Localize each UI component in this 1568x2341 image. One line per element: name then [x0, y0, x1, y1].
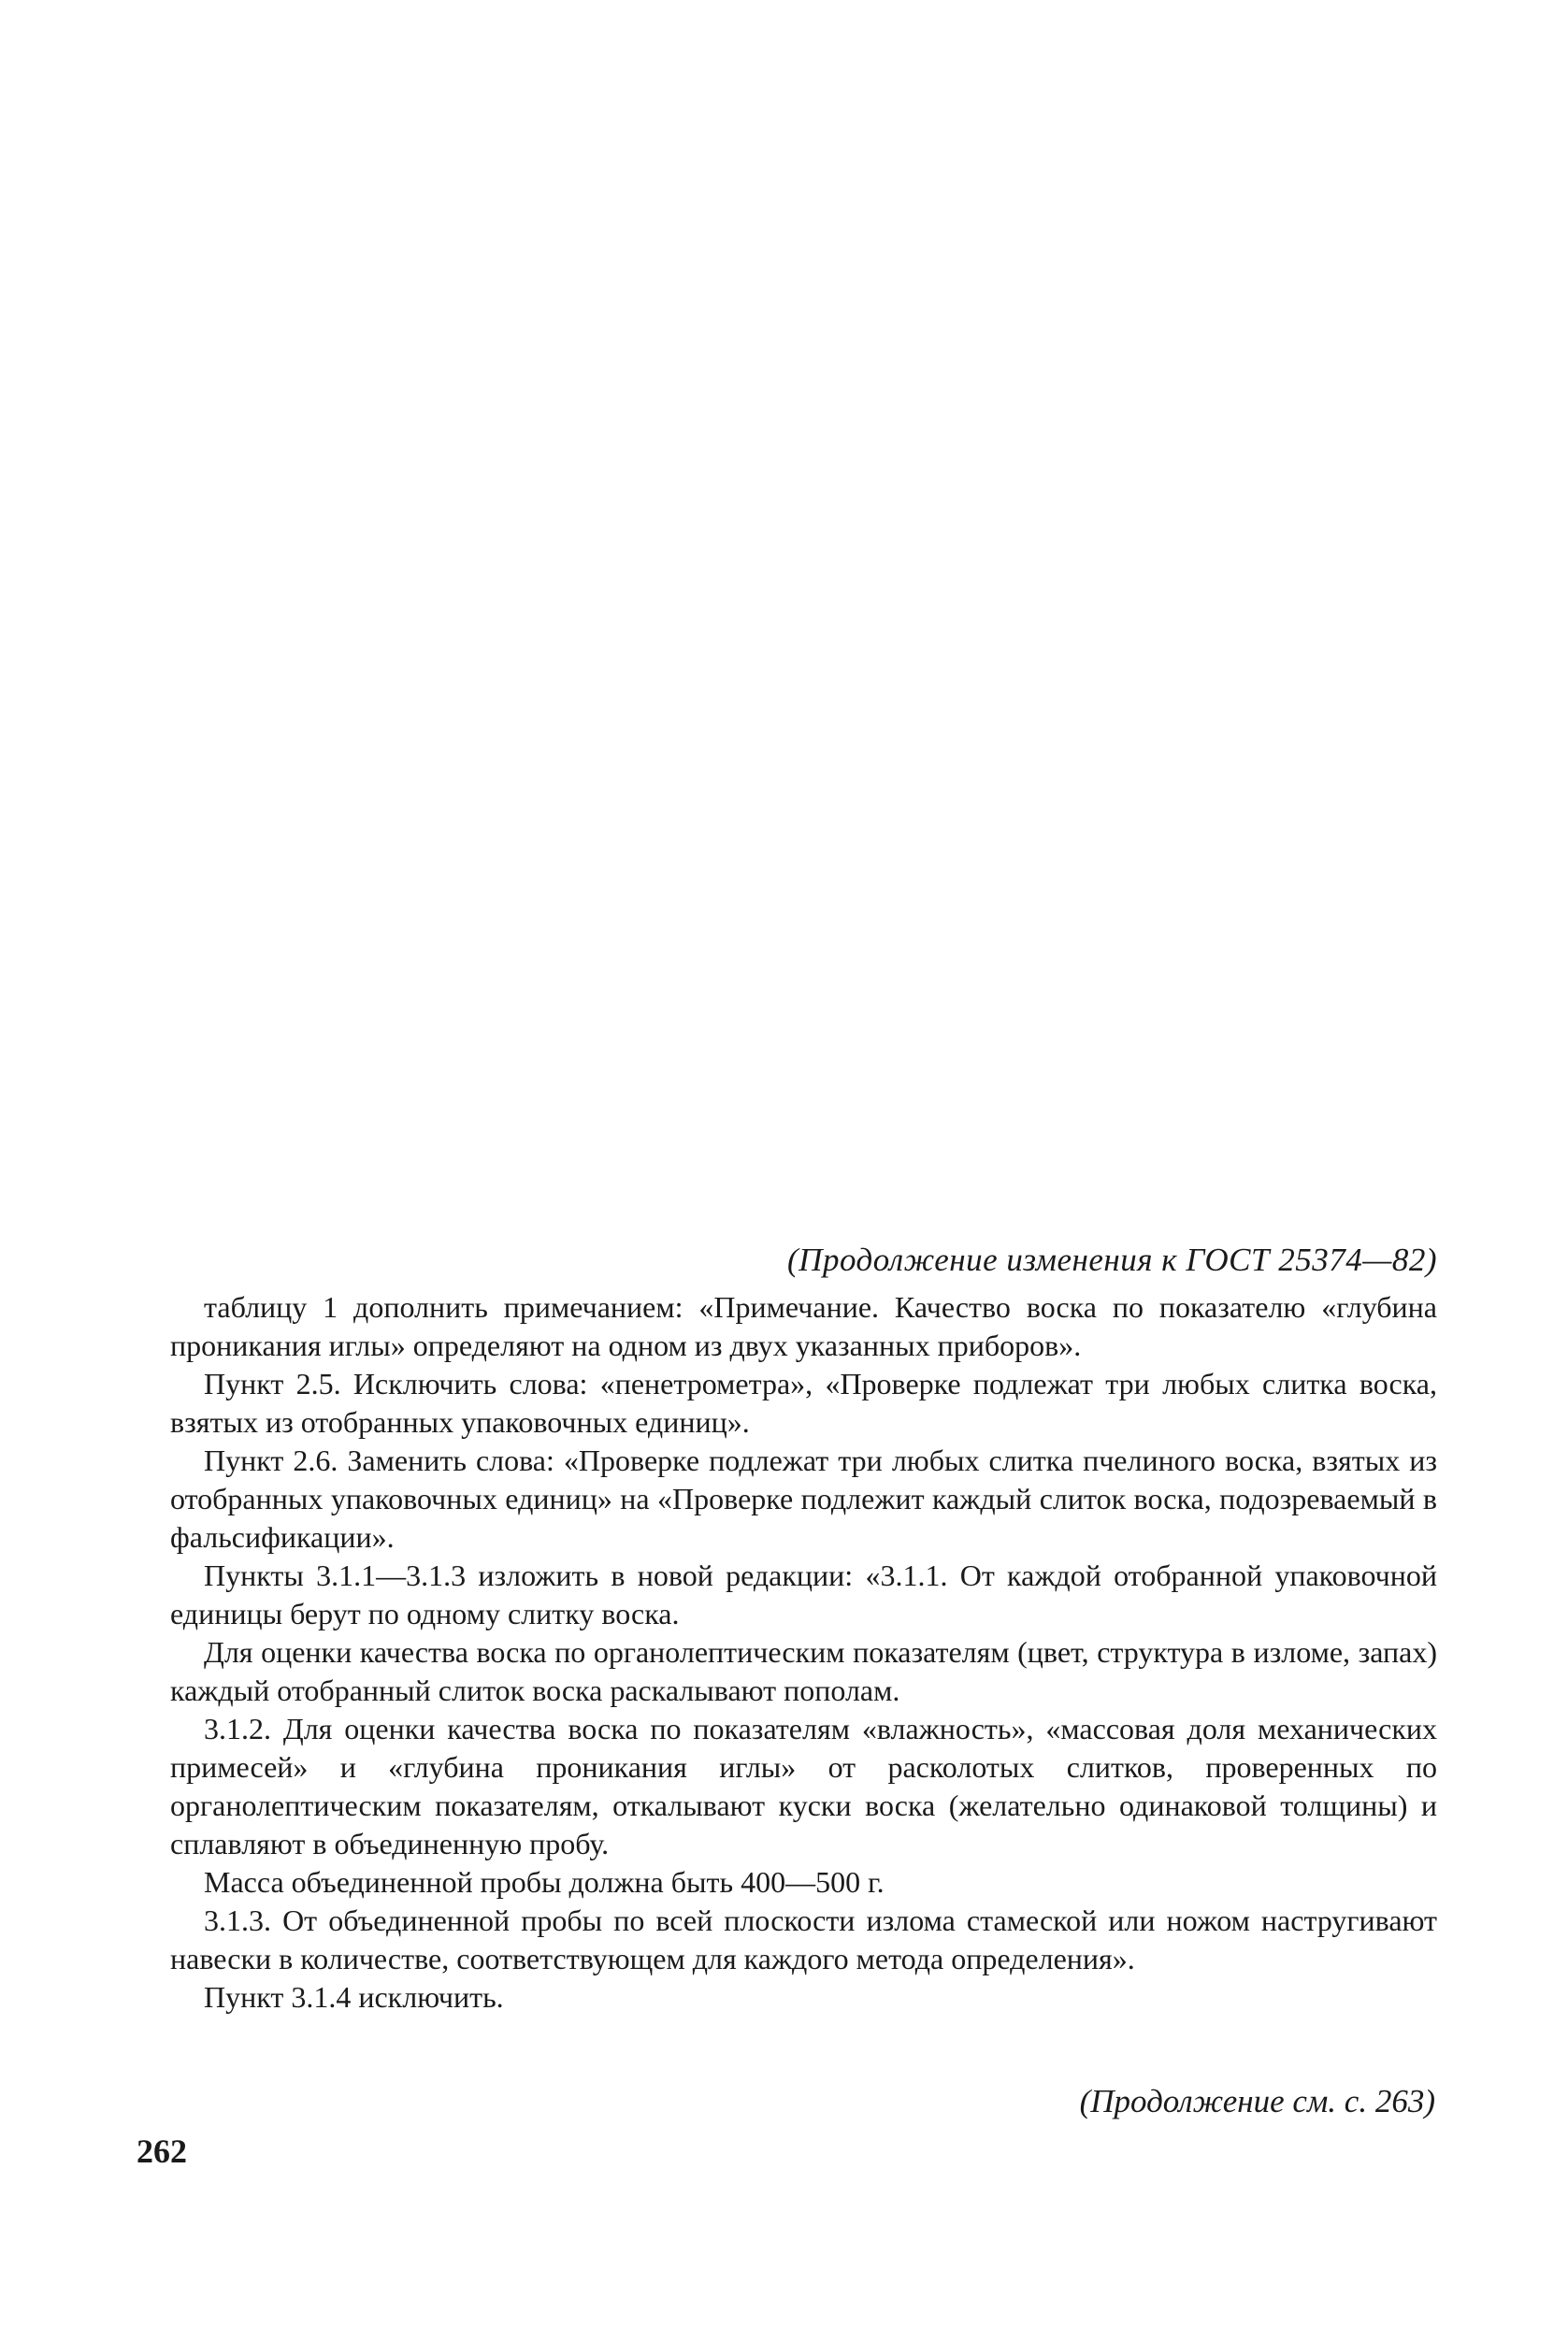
paragraph-clause-2-6: Пункт 2.6. Заменить слова: «Проверке подлежат три любых слитка пчелиного воска, взятых из отобранных упаковочных единиц» на «Проверке подлежит каждый слиток воска, подозреваемый в фальсификации».: [170, 1443, 1437, 1554]
continuation-footer: (Продолжение см. с. 263): [1079, 2083, 1435, 2119]
paragraph-sample-mass: Масса объединенной пробы должна быть 400—500 г.: [204, 1865, 885, 1899]
paragraph-organoleptic: Для оценки качества воска по органолептическим показателям (цвет, структура в изломе, запах) каждый отобранный слиток воска раскалывают пополам.: [170, 1635, 1437, 1707]
continuation-header: (Продолжение изменения к ГОСТ 25374—82): [787, 1242, 1437, 1278]
paragraph-table-note: таблицу 1 дополнить примечанием: «Примечание. Качество воска по показателю «глубина проникания иглы» определяют на одном из двух указанных приборов».: [170, 1290, 1437, 1362]
page-number: 262: [137, 2133, 187, 2170]
amendment-body: [170, 1288, 1437, 2017]
paragraph-clause-3-1-3: 3.1.3. От объединенной пробы по всей плоскости излома стамеской или ножом настругивают навески в количестве, соответствующем для каждого метода определения».: [170, 1903, 1437, 1975]
paragraph-clause-3-1-2: 3.1.2. Для оценки качества воска по показателям «влажность», «массовая доля механических примесей» и «глубина проникания иглы» от расколотых слитков, проверенных по органолептическим показателям, откалывают куски воска (желательно одинаковой толщины) и сплавляют в объединенную пробу.: [170, 1712, 1437, 1860]
paragraph-clause-2-5: Пункт 2.5. Исключить слова: «пенетрометра», «Проверке подлежат три любых слитка воска, взятых из отобранных упаковочных единиц».: [170, 1367, 1437, 1439]
paragraph-clause-3-1-1: Пункты 3.1.1—3.1.3 изложить в новой редакции: «3.1.1. От каждой отобранной упаковочной единицы берут по одному слитку воска.: [170, 1558, 1437, 1630]
paragraph-clause-3-1-4: Пункт 3.1.4 исключить.: [204, 1980, 504, 2014]
